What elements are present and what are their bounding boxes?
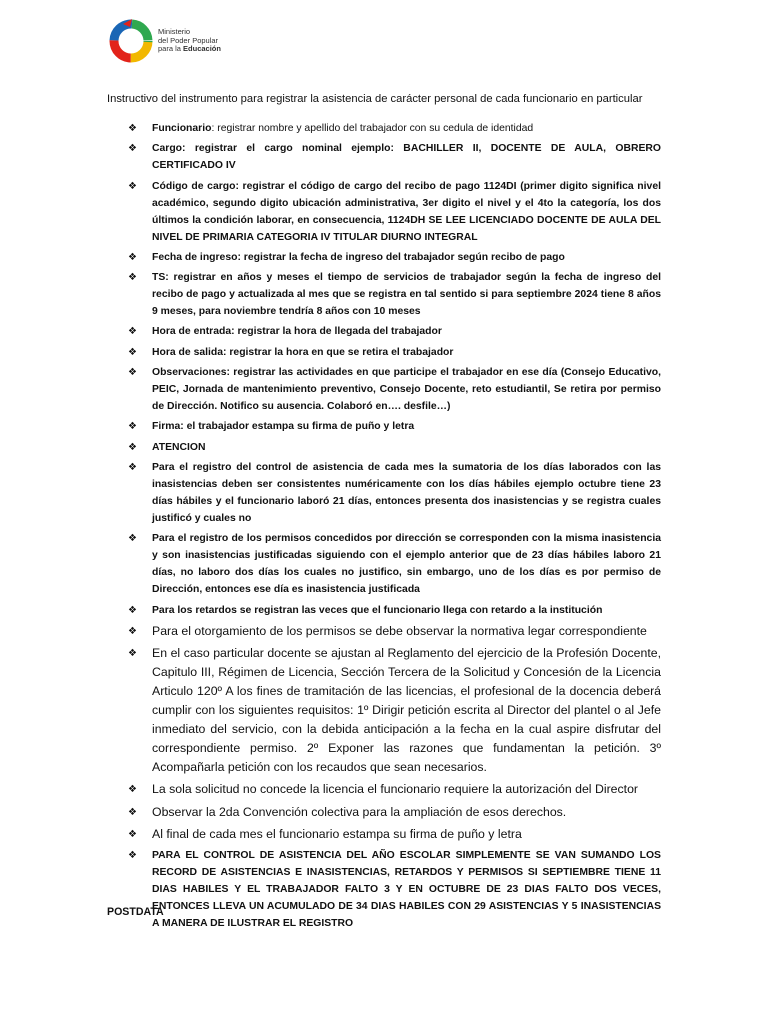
- item-label: Funcionario: [152, 123, 212, 134]
- item-text: Hora de salida: registrar la hora en que se retira el trabajador: [152, 346, 454, 358]
- item-text: Para los retardos se registran las veces que el funcionario llega con retardo a la institución: [152, 604, 603, 616]
- list-item: [128, 140, 661, 174]
- bullet-icon: ❖: [128, 367, 137, 379]
- item-text: Observar la 2da Convención colectiva para la ampliación de esos derechos.: [152, 804, 567, 819]
- list-item: [128, 249, 661, 266]
- bullet-icon: ❖: [128, 850, 137, 862]
- list-item: [128, 780, 661, 799]
- list-item: [128, 439, 661, 456]
- item-text: Hora de entrada: registrar la hora de llegada del trabajador: [152, 326, 442, 338]
- logo-line-1: Ministerio: [158, 27, 191, 36]
- bullet-icon: ❖: [128, 604, 137, 616]
- list-item: [128, 622, 661, 641]
- item-text: Firma: el trabajador estampa su firma de puño y letra: [152, 421, 415, 433]
- bullet-icon: ❖: [128, 461, 137, 473]
- item-text: Fecha de ingreso: registrar la fecha de ingreso del trabajador según recibo de pago: [152, 251, 565, 263]
- bullet-icon: ❖: [128, 346, 137, 358]
- bullet-icon: ❖: [128, 648, 137, 660]
- bullet-icon: ❖: [128, 326, 137, 338]
- list-item: [128, 269, 661, 320]
- item-text: : registrar nombre y apellido del trabajador con su cedula de identidad: [211, 123, 534, 134]
- list-item: [128, 364, 661, 415]
- list-item: [128, 602, 661, 619]
- bullet-icon: ❖: [128, 123, 137, 134]
- list-item: [128, 644, 661, 777]
- item-text: PARA EL CONTROL DE ASISTENCIA DEL AÑO ESCOLAR SIMPLEMENTE SE VAN SUMANDO LOS RECORD DE ASISTENCIAS E INASISTENCIAS, RETARDOS Y PERMISOS SI SEPTIEMBRE TIENE 11 DIAS HABILES Y EL TRABAJADOR FALTO 3 Y EN OCTUBRE DE 23 DIAS FALTO DOS VECES, ENTONCES LLEVA UN ACUMULADO DE 34 DIAS HABILES CON 29 ASISTENCIAS Y 5 INASISTENCIAS A MANERA DE ILUSTRAR EL REGISTRO: [152, 850, 661, 930]
- bullet-icon: ❖: [128, 180, 137, 192]
- list-item: [128, 459, 661, 527]
- item-text: Cargo: registrar el cargo nominal ejemplo: BACHILLER II, DOCENTE DE AULA, OBRERO CERTIFICADO IV: [152, 143, 661, 172]
- list-item: [128, 344, 661, 361]
- bullet-icon: ❖: [128, 441, 137, 453]
- item-text: Observaciones: registrar las actividades en que participe el trabajador en ese día (Consejo Educativo, PEIC, Jornada de mantenimiento preventivo, Consejo Docente, reto estudiantil, Se retira por permiso de Dirección. Notifico su ausencia. Colaboró en…. desfile…): [152, 367, 661, 413]
- bullet-icon: ❖: [128, 784, 137, 796]
- list-item: [128, 323, 661, 340]
- logo-line-3-prefix: para la: [158, 44, 184, 53]
- item-text: Para el otorgamiento de los permisos se debe observar la normativa legar correspondiente: [152, 623, 647, 638]
- bullet-icon: ❖: [128, 806, 137, 818]
- item-text: En el caso particular docente se ajustan al Reglamento del ejercicio de la Profesión Docente, Capitulo III, Régimen de Licencia, Sección Tercera de la Solicitud y Concesión de la Licencia Articulo 120º A los fines de tramitación de las licencias, el profesional de la docencia deberá cumplir con los siguientes requisitos: 1º Dirigir petición escrita al Director del plantel o al Jefe inmediato del servicio, con la debida anticipación a la fecha en la cual aspire disfrutar del correspondiente permiso. 2º Exponer las razones que fundamentan la petición. 3º Acompañarla petición con los recaudos que sean necesarios.: [152, 646, 661, 775]
- item-text: La sola solicitud no concede la licencia el funcionario requiere la autorización del Director: [152, 782, 639, 797]
- bullet-icon: ❖: [128, 533, 137, 545]
- item-text: TS: registrar en años y meses el tiempo de servicios de trabajador según la fecha de ingreso del recibo de pago y actualizada al mes que se registra en tal sentido si para septiembre 2024 tiene 8 años 9 meses, para noviembre tendría 8 años con 10 meses: [152, 272, 661, 318]
- logo-line-2: del Poder Popular: [158, 35, 219, 45]
- list-item: [128, 530, 661, 598]
- ministry-emblem-icon: [108, 18, 154, 64]
- item-text: Para el registro del control de asistencia de cada mes la sumatoria de los días laborados con las inasistencias deben ser consistentes numéricamente con los días hábiles ejemplo octubre tiene 23 días hábiles y el funcionario laboró 21 días, entonces presenta dos inasistencias y se registra cuales justificó y cuales no: [152, 461, 661, 524]
- bullet-icon: ❖: [128, 251, 137, 263]
- logo-text: [158, 28, 221, 54]
- list-item: [128, 178, 661, 246]
- logo-line-3-bold: Educación: [183, 44, 221, 53]
- ministry-logo: [108, 18, 228, 64]
- list-item: [128, 120, 661, 137]
- list-item: [128, 418, 661, 435]
- list-item: [128, 825, 661, 844]
- bullet-icon: ❖: [128, 829, 137, 841]
- bullet-icon: ❖: [128, 421, 137, 433]
- list-item: [128, 803, 661, 822]
- instruction-list: [128, 120, 661, 936]
- bullet-icon: ❖: [128, 143, 137, 155]
- bullet-icon: ❖: [128, 625, 137, 637]
- item-text: Código de cargo: registrar el código de cargo del recibo de pago 1124DI (primer digito significa nivel académico, segundo digito ubicación administrativa, 3er digito el nivel y el 4to la categoría, los dos últimos la condición laborar, en consecuencia, 1124DH SE LEE LICENCIADO DOCENTE DE AULA DEL NIVEL DE PRIMARIA CATEGORIA IV TITULAR DIURNO INTEGRAL: [152, 180, 661, 243]
- bullet-icon: ❖: [128, 272, 137, 284]
- document-title: Instructivo del instrumento para registrar la asistencia de carácter personal de cada funcionario en particular: [107, 93, 643, 105]
- logo-line-3: [158, 45, 221, 54]
- postdata-heading: POSTDATA: [107, 906, 164, 918]
- item-text: Para el registro de los permisos concedidos por dirección se corresponden con la misma inasistencia y son inasistencias justificadas siguiendo con el ejemplo anterior que de 23 días hábiles laboro 21 días, no laboro dos días los cuales no justifico, sin embargo, uno de los días es por permiso de Dirección, entonces ese día es inasistencia justificada: [152, 533, 661, 596]
- item-text: ATENCION: [152, 441, 206, 453]
- item-text: Al final de cada mes el funcionario estampa su firma de puño y letra: [152, 827, 522, 842]
- list-item: [128, 847, 661, 932]
